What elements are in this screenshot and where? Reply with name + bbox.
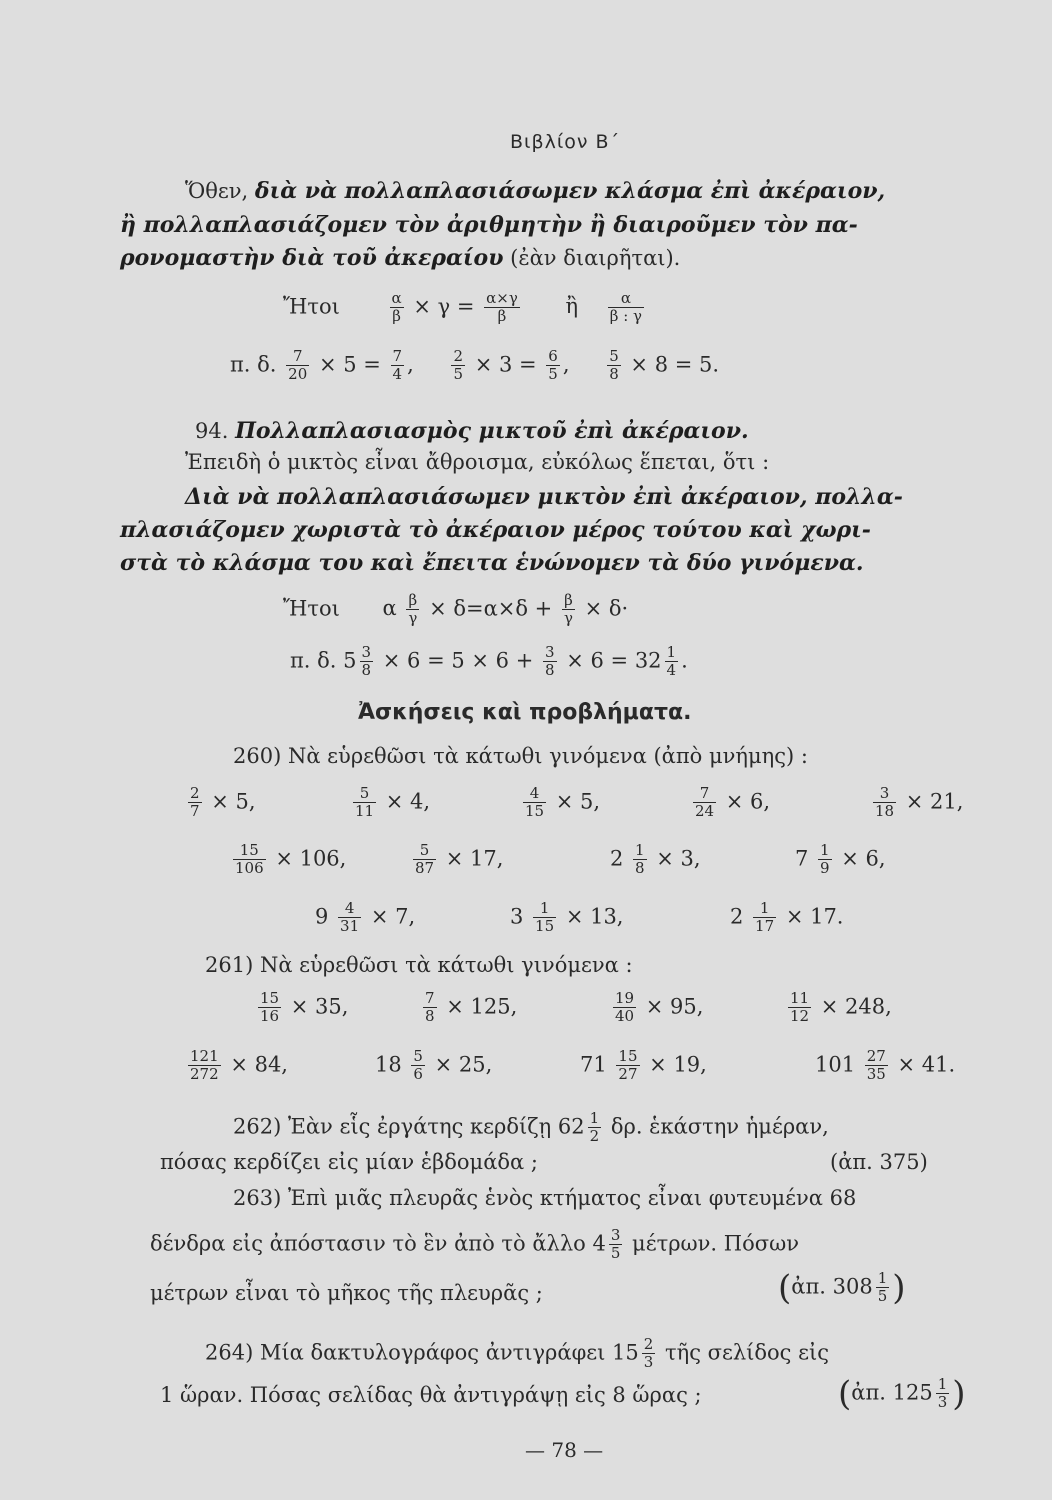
denominator: 24 bbox=[695, 802, 715, 821]
operator-text: × γ = bbox=[413, 294, 475, 319]
numerator: 11 bbox=[790, 989, 810, 1007]
exercise-item bbox=[255, 990, 348, 1026]
example-label: π. δ. bbox=[290, 648, 337, 673]
denominator: β : γ bbox=[609, 307, 643, 326]
numerator: 3 bbox=[545, 643, 555, 661]
operator-text: × 5 = bbox=[318, 352, 381, 377]
multiplier: × 17. bbox=[779, 904, 844, 929]
fraction bbox=[936, 1376, 950, 1412]
problem-263-text-a: δένδρα εἰς ἀπόστασιν τὸ ἓν ἀπὸ τὸ ἄλλο 4 bbox=[150, 1231, 606, 1256]
whole-part: 71 bbox=[580, 1052, 614, 1077]
problem-264-line-1 bbox=[205, 1336, 829, 1372]
answer-text: ἀπ. 308 bbox=[791, 1274, 873, 1299]
fraction bbox=[484, 290, 520, 326]
numerator: 1 bbox=[589, 1109, 600, 1127]
numerator: 1 bbox=[666, 643, 677, 661]
denominator: 4 bbox=[666, 661, 677, 680]
numerator: 7 bbox=[392, 347, 403, 365]
exercise-item bbox=[185, 785, 256, 821]
fraction bbox=[788, 990, 811, 1026]
fraction bbox=[451, 348, 465, 384]
numerator: 1 bbox=[877, 1269, 888, 1287]
fraction bbox=[607, 348, 621, 384]
problem-264-line-2: 1 ὥραν. Πόσας σελίδας θὰ ἀντιγράψῃ εἰς 8 ὥρας ; bbox=[160, 1383, 702, 1407]
numerator: 27 bbox=[866, 1047, 886, 1065]
numerator: 15 bbox=[618, 1047, 638, 1065]
multiplier: × 7, bbox=[364, 904, 416, 929]
exercise-item bbox=[230, 842, 346, 878]
problem-263-line-3: μέτρων εἶναι τὸ μῆκος τῆς πλευρᾶς ; bbox=[150, 1281, 543, 1305]
intro-line-3 bbox=[120, 247, 680, 269]
numerator: 5 bbox=[413, 1047, 423, 1065]
section-title: Πολλαπλασιασμὸς μικτοῦ ἐπὶ ἀκέραιον. bbox=[235, 418, 749, 444]
fraction bbox=[533, 900, 556, 936]
denominator: 8 bbox=[545, 661, 555, 680]
fraction bbox=[543, 644, 557, 680]
fraction bbox=[423, 990, 437, 1026]
problem-263-line-2 bbox=[150, 1227, 799, 1263]
fraction bbox=[353, 785, 376, 821]
multiplier: × 125, bbox=[439, 994, 518, 1019]
fraction bbox=[818, 842, 832, 878]
denominator: 40 bbox=[615, 1007, 635, 1026]
denominator: γ bbox=[563, 609, 573, 628]
multiplier: × 5, bbox=[549, 789, 601, 814]
whole-part: 3 bbox=[510, 904, 531, 929]
numerator: 121 bbox=[190, 1047, 219, 1065]
numerator: 1 bbox=[937, 1375, 948, 1393]
fraction bbox=[406, 592, 419, 628]
numerator: α×γ bbox=[486, 289, 518, 307]
whole-part: 2 bbox=[730, 904, 751, 929]
fraction bbox=[258, 990, 281, 1026]
denominator: 2 bbox=[589, 1127, 600, 1146]
denominator: 3 bbox=[937, 1393, 948, 1412]
operator-text: × 6 = 32 bbox=[566, 648, 662, 673]
fraction bbox=[753, 900, 776, 936]
fraction bbox=[873, 785, 896, 821]
numerator: α bbox=[391, 289, 402, 307]
problem-262-text-b: δρ. ἑκάστην ἡμέραν, bbox=[604, 1114, 829, 1139]
fraction bbox=[608, 290, 644, 326]
section-94-rule-2: πλασιάζομεν χωριστὰ τὸ ἀκέραιον μέρος τούτου καὶ χωρι- bbox=[120, 517, 871, 543]
fraction bbox=[546, 348, 560, 384]
numerator: α bbox=[608, 290, 644, 308]
intro-line-3-tail: (ἐὰν διαιρῆται). bbox=[503, 246, 681, 270]
multiplier: × 41. bbox=[890, 1052, 956, 1077]
fraction bbox=[286, 348, 309, 384]
exercise-item bbox=[315, 900, 415, 936]
denominator: 5 bbox=[610, 1244, 621, 1263]
problem-264-answer bbox=[838, 1373, 966, 1414]
denominator: 17 bbox=[755, 917, 775, 936]
fraction bbox=[616, 1048, 639, 1084]
numerator: 4 bbox=[523, 785, 546, 803]
section-94-rule-3: στὰ τὸ κλάσμα του καὶ ἔπειτα ἑνώνομεν τὰ δύο γινόμενα. bbox=[120, 550, 864, 576]
rule2-formula bbox=[283, 592, 628, 628]
exercise-item bbox=[375, 1048, 492, 1084]
denominator: β bbox=[392, 307, 401, 326]
numerator: β bbox=[406, 592, 419, 610]
exercise-item bbox=[690, 785, 770, 821]
whole-part: 5 bbox=[343, 648, 357, 673]
numerator: 1 bbox=[533, 900, 556, 918]
intro-lead: Ὅθεν, bbox=[185, 179, 255, 203]
numerator: 7 bbox=[693, 785, 716, 803]
exercise-item bbox=[730, 900, 843, 936]
open-paren: ( bbox=[838, 1373, 852, 1414]
example-label: π. δ. bbox=[230, 352, 277, 377]
multiplier: × 21, bbox=[899, 789, 964, 814]
multiplier: × 95, bbox=[639, 994, 704, 1019]
numerator: 3 bbox=[610, 1226, 621, 1244]
open-paren: ( bbox=[778, 1267, 792, 1308]
problem-262-answer: (ἀπ. 375) bbox=[830, 1150, 928, 1174]
fraction bbox=[413, 842, 436, 878]
page-header: Βιβλίον Β΄ bbox=[510, 131, 621, 153]
close-paren: ) bbox=[892, 1267, 906, 1308]
fraction bbox=[188, 1048, 221, 1084]
problem-263-text-b: μέτρων. Πόσων bbox=[625, 1231, 799, 1256]
numerator: 1 bbox=[753, 900, 776, 918]
fraction bbox=[613, 990, 636, 1026]
fraction bbox=[338, 900, 361, 936]
multiplier: × 19, bbox=[642, 1052, 707, 1077]
exercise-item bbox=[350, 785, 430, 821]
multiplier: × 13, bbox=[559, 904, 624, 929]
problem-262-line-1 bbox=[233, 1110, 829, 1146]
exercise-item bbox=[815, 1048, 955, 1084]
denominator: 15 bbox=[525, 802, 545, 821]
intro-line-3-bold: ρονομαστὴν διὰ τοῦ ἀκεραίου bbox=[120, 245, 504, 271]
operator-text: × 6 = 5 × 6 + bbox=[382, 648, 534, 673]
exercise-item bbox=[510, 900, 623, 936]
denominator: 9 bbox=[820, 859, 830, 878]
problem-260-text: 260) Νὰ εὑρεθῶσι τὰ κάτωθι γινόμενα (ἀπὸ μνήμης) : bbox=[233, 744, 808, 768]
fraction bbox=[609, 1227, 623, 1263]
whole-part: 18 bbox=[375, 1052, 409, 1077]
denominator: 11 bbox=[355, 802, 375, 821]
multiplier: × 84, bbox=[223, 1052, 288, 1077]
exercise-item bbox=[795, 842, 886, 878]
fraction bbox=[865, 1048, 888, 1084]
denominator: 12 bbox=[790, 1007, 810, 1026]
numerator: 7 bbox=[425, 989, 435, 1007]
denominator: 8 bbox=[635, 859, 645, 878]
numerator: 3 bbox=[361, 643, 372, 661]
fraction bbox=[642, 1336, 656, 1372]
denominator: 15 bbox=[535, 917, 555, 936]
fraction bbox=[390, 290, 404, 326]
numerator: 1 bbox=[635, 841, 645, 859]
denominator: 8 bbox=[609, 365, 619, 384]
exercise-item bbox=[870, 785, 963, 821]
multiplier: × 3, bbox=[649, 846, 701, 871]
whole-part: α bbox=[382, 596, 397, 621]
denominator: 31 bbox=[340, 917, 360, 936]
numerator: β bbox=[562, 592, 575, 610]
intro-line-2: ἢ πολλαπλασιάζομεν τὸν ἀριθμητὴν ἢ διαιροῦμεν τὸν πα- bbox=[120, 212, 858, 238]
denominator: 8 bbox=[361, 661, 372, 680]
numerator: 2 bbox=[643, 1335, 654, 1353]
operator-text: × δ=α×δ + bbox=[429, 596, 553, 621]
multiplier: × 25, bbox=[427, 1052, 493, 1077]
problem-264-text-a: 264) Μία δακτυλογράφος ἀντιγράφει 15 bbox=[205, 1340, 639, 1365]
numerator: 7 bbox=[286, 348, 309, 366]
fraction bbox=[523, 785, 546, 821]
rule1-label: Ἤτοι bbox=[283, 294, 340, 319]
fraction bbox=[562, 592, 575, 628]
denominator: 5 bbox=[453, 365, 463, 384]
whole-part: 7 bbox=[795, 846, 816, 871]
fraction bbox=[665, 644, 679, 680]
example2-formula bbox=[290, 644, 688, 680]
exercise-item bbox=[785, 990, 892, 1026]
whole-part: 101 bbox=[815, 1052, 862, 1077]
rule1-formula bbox=[283, 290, 647, 326]
problem-261-text: 261) Νὰ εὑρεθῶσι τὰ κάτωθι γινόμενα : bbox=[205, 953, 633, 977]
multiplier: × 248, bbox=[814, 994, 892, 1019]
denominator: 35 bbox=[866, 1065, 886, 1084]
exercise-item bbox=[185, 1048, 288, 1084]
exercise-item bbox=[420, 990, 517, 1026]
denominator: γ bbox=[408, 609, 418, 628]
page-number: — 78 — bbox=[525, 1438, 604, 1462]
exercise-item bbox=[580, 1048, 707, 1084]
section-number: 94. bbox=[195, 419, 236, 443]
numerator: 3 bbox=[873, 785, 896, 803]
fraction bbox=[188, 785, 202, 821]
multiplier: × 106, bbox=[268, 846, 347, 871]
exercise-item bbox=[610, 990, 703, 1026]
intro-rule-text: διὰ νὰ πολλαπλασιάσωμεν κλάσμα ἐπὶ ἀκέραιον, bbox=[254, 178, 886, 204]
fraction bbox=[360, 644, 374, 680]
fraction bbox=[588, 1110, 602, 1146]
fraction bbox=[693, 785, 716, 821]
numerator: 5 bbox=[609, 347, 619, 365]
multiplier: × 4, bbox=[379, 789, 431, 814]
multiplier: × 35, bbox=[284, 994, 349, 1019]
operator-text: × 8 = 5. bbox=[630, 352, 720, 377]
fraction bbox=[233, 842, 266, 878]
numerator: 5 bbox=[353, 785, 376, 803]
denominator: 8 bbox=[425, 1007, 435, 1026]
denominator: 272 bbox=[190, 1065, 219, 1084]
exercises-heading: Ἀσκήσεις καὶ προβλήματα. bbox=[358, 700, 692, 725]
exercise-item bbox=[410, 842, 503, 878]
section-94-heading bbox=[195, 420, 749, 442]
exercise-item bbox=[520, 785, 600, 821]
section-94-rule-1: Διὰ νὰ πολλαπλασιάσωμεν μικτὸν ἐπὶ ἀκέραιον, πολλα- bbox=[185, 484, 903, 510]
whole-part: 2 bbox=[610, 846, 631, 871]
numerator: 2 bbox=[190, 784, 200, 802]
denominator: 4 bbox=[392, 365, 403, 384]
or-word: ἢ bbox=[565, 294, 579, 319]
example1-formula: π. δ. $\frac{7}{20}$ × 5 = $\frac{7}{4}$ , $\frac{2}{5}$ × 3 = $\frac{6}{5}$ , $\frac{5}{8}$ × 8 = 5. bbox=[230, 347, 720, 384]
numerator: 19 bbox=[615, 989, 635, 1007]
denominator: 5 bbox=[877, 1287, 888, 1306]
denominator: 5 bbox=[548, 365, 558, 384]
denominator: 87 bbox=[415, 859, 435, 878]
denominator: 106 bbox=[235, 859, 264, 878]
fraction bbox=[633, 842, 647, 878]
denominator: 20 bbox=[288, 365, 308, 384]
problem-262-line-2: πόσας κερδίζει εἰς μίαν ἑβδομάδα ; bbox=[160, 1150, 538, 1174]
numerator: 15 bbox=[233, 842, 266, 860]
multiplier: × 17, bbox=[439, 846, 504, 871]
denominator: 16 bbox=[260, 1007, 280, 1026]
multiplier: × 6, bbox=[719, 789, 771, 814]
denominator: 7 bbox=[190, 802, 200, 821]
answer-text: ἀπ. 125 bbox=[851, 1380, 933, 1405]
operator-text: × 3 = bbox=[474, 352, 537, 377]
problem-262-text-a: 262) Ἐὰν εἷς ἐργάτης κερδίζῃ 62 bbox=[233, 1114, 585, 1139]
denominator: 18 bbox=[875, 802, 895, 821]
rule2-label: Ἤτοι bbox=[283, 596, 340, 621]
problem-263-line-1: 263) Ἐπὶ μιᾶς πλευρᾶς ἑνὸς κτήματος εἶναι φυτευμένα 68 bbox=[233, 1186, 857, 1210]
multiplier: × 5, bbox=[204, 789, 256, 814]
whole-part: 9 bbox=[315, 904, 336, 929]
intro-line-1 bbox=[185, 180, 885, 202]
multiplier: × 6, bbox=[834, 846, 886, 871]
fraction bbox=[876, 1270, 890, 1306]
close-paren: ) bbox=[952, 1373, 966, 1414]
numerator: 6 bbox=[548, 347, 558, 365]
exercise-item bbox=[610, 842, 701, 878]
fraction bbox=[411, 1048, 425, 1084]
numerator: 4 bbox=[338, 900, 361, 918]
period: . bbox=[681, 648, 688, 673]
denominator: β bbox=[497, 307, 507, 326]
problem-263-answer bbox=[778, 1267, 906, 1308]
numerator: 15 bbox=[260, 989, 280, 1007]
denominator: 3 bbox=[643, 1353, 654, 1372]
section-94-intro: Ἐπειδὴ ὁ μικτὸς εἶναι ἄθροισμα, εὐκόλως ἕπεται, ὅτι : bbox=[185, 450, 770, 474]
numerator: 2 bbox=[453, 347, 463, 365]
operator-text: × δ· bbox=[584, 596, 629, 621]
problem-264-text-b: τῆς σελίδος εἰς bbox=[658, 1340, 829, 1365]
numerator: 5 bbox=[413, 842, 436, 860]
fraction bbox=[391, 348, 405, 384]
denominator: 27 bbox=[618, 1065, 638, 1084]
numerator: 1 bbox=[820, 841, 830, 859]
denominator: 6 bbox=[413, 1065, 423, 1084]
